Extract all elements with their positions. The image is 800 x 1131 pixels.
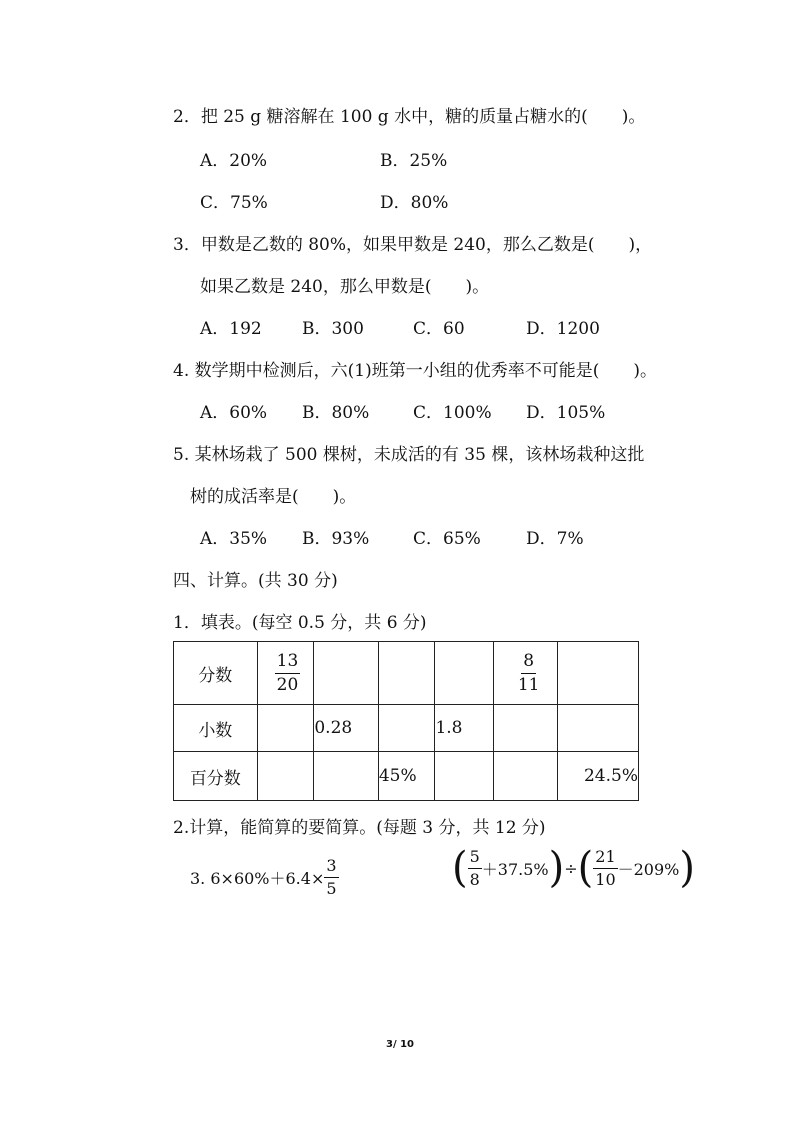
- table-cell: [493, 752, 558, 801]
- q2-option-a: A．20%: [200, 151, 268, 171]
- q5-option-d: D．7%: [526, 529, 584, 549]
- table-cell: 1.8: [435, 705, 493, 752]
- expression-2: [452, 843, 695, 893]
- right-paren: ): [679, 843, 695, 893]
- row-header-percent: 百分数: [174, 752, 258, 801]
- question-5-line2: 树的成活率是( )。: [190, 487, 357, 507]
- q2-option-b: B．25%: [380, 151, 448, 171]
- expression-2-term1: ＋37.5%: [481, 859, 549, 879]
- part-1-instruction: 1．填表。(每空 0.5 分，共 6 分): [173, 613, 427, 633]
- table-row: [174, 752, 639, 801]
- fraction-8-11: $\frac{8}{11}$: [517, 650, 540, 695]
- fraction-13-20: $\frac{13}{20}$: [276, 650, 299, 695]
- table-cell: [493, 705, 558, 752]
- q4-option-a: A．60%: [200, 403, 268, 423]
- q4-option-c: C．100%: [413, 403, 492, 423]
- q4-option-d: D．105%: [526, 403, 606, 423]
- fraction-5-8: $\frac{5}{8}$: [469, 846, 480, 889]
- q2-option-c: C．75%: [200, 193, 268, 213]
- left-paren: (: [577, 843, 594, 893]
- question-4-text: 4. 数学期中检测后，六(1)班第一小组的优秀率不可能是( )。: [173, 361, 657, 381]
- table-cell: [378, 642, 435, 705]
- q3-option-b: B．300: [302, 319, 364, 339]
- q4-option-b: B．80%: [302, 403, 370, 423]
- q5-option-c: C．65%: [413, 529, 481, 549]
- part-2-instruction: 2.计算，能简算的要简算。(每题 3 分，共 12 分): [173, 818, 546, 838]
- table-cell: [493, 642, 558, 705]
- table-cell: 24.5%: [558, 752, 639, 801]
- right-paren: ): [548, 843, 565, 893]
- table-cell: [558, 642, 639, 705]
- fraction-3-5: $\frac{3}{5}$: [326, 856, 337, 898]
- q5-option-b: B．93%: [302, 529, 370, 549]
- expression-1-text: 3. 6×60%＋6.4×: [190, 869, 325, 888]
- q2-option-d: D．80%: [380, 193, 449, 213]
- table-cell: 0.28: [314, 705, 378, 752]
- conversion-table: [173, 641, 639, 801]
- q3-option-d: D．1200: [526, 319, 600, 339]
- question-2-text: 2．把 25 g 糖溶解在 100 g 水中，糖的质量占糖水的( )。: [173, 107, 646, 127]
- table-cell: [378, 705, 435, 752]
- table-cell: [435, 642, 493, 705]
- divide-sign: ÷: [564, 858, 578, 878]
- left-paren: (: [452, 843, 468, 893]
- question-3-line1: 3．甲数是乙数的 80%，如果甲数是 240，那么乙数是( )，: [173, 235, 653, 255]
- question-3-line2: 如果乙数是 240，那么甲数是( )。: [200, 277, 490, 297]
- table-cell: [314, 752, 378, 801]
- table-cell: [314, 642, 378, 705]
- expression-2-term2: －209%: [617, 859, 680, 879]
- row-header-fraction: 分数: [174, 642, 258, 705]
- q3-option-a: A．192: [200, 319, 262, 339]
- table-cell: 45%: [378, 752, 435, 801]
- page-number: 3/ 10: [385, 1039, 414, 1050]
- row-header-decimal: 小数: [174, 705, 258, 752]
- table-row: [174, 705, 639, 752]
- table-row: [174, 642, 639, 705]
- q3-option-c: C．60: [413, 319, 465, 339]
- question-5-line1: 5. 某林场栽了 500 棵树，未成活的有 35 棵，该林场栽种这批: [173, 445, 645, 465]
- table-cell: [435, 752, 493, 801]
- table-cell: [558, 705, 639, 752]
- section-4-title: 四、计算。(共 30 分): [173, 571, 338, 591]
- table-cell: [257, 642, 314, 705]
- fraction-21-10: $\frac{21}{10}$: [595, 846, 616, 889]
- expression-1: [190, 858, 339, 897]
- table-cell: [257, 752, 314, 801]
- q5-option-a: A．35%: [200, 529, 268, 549]
- table-cell: [257, 705, 314, 752]
